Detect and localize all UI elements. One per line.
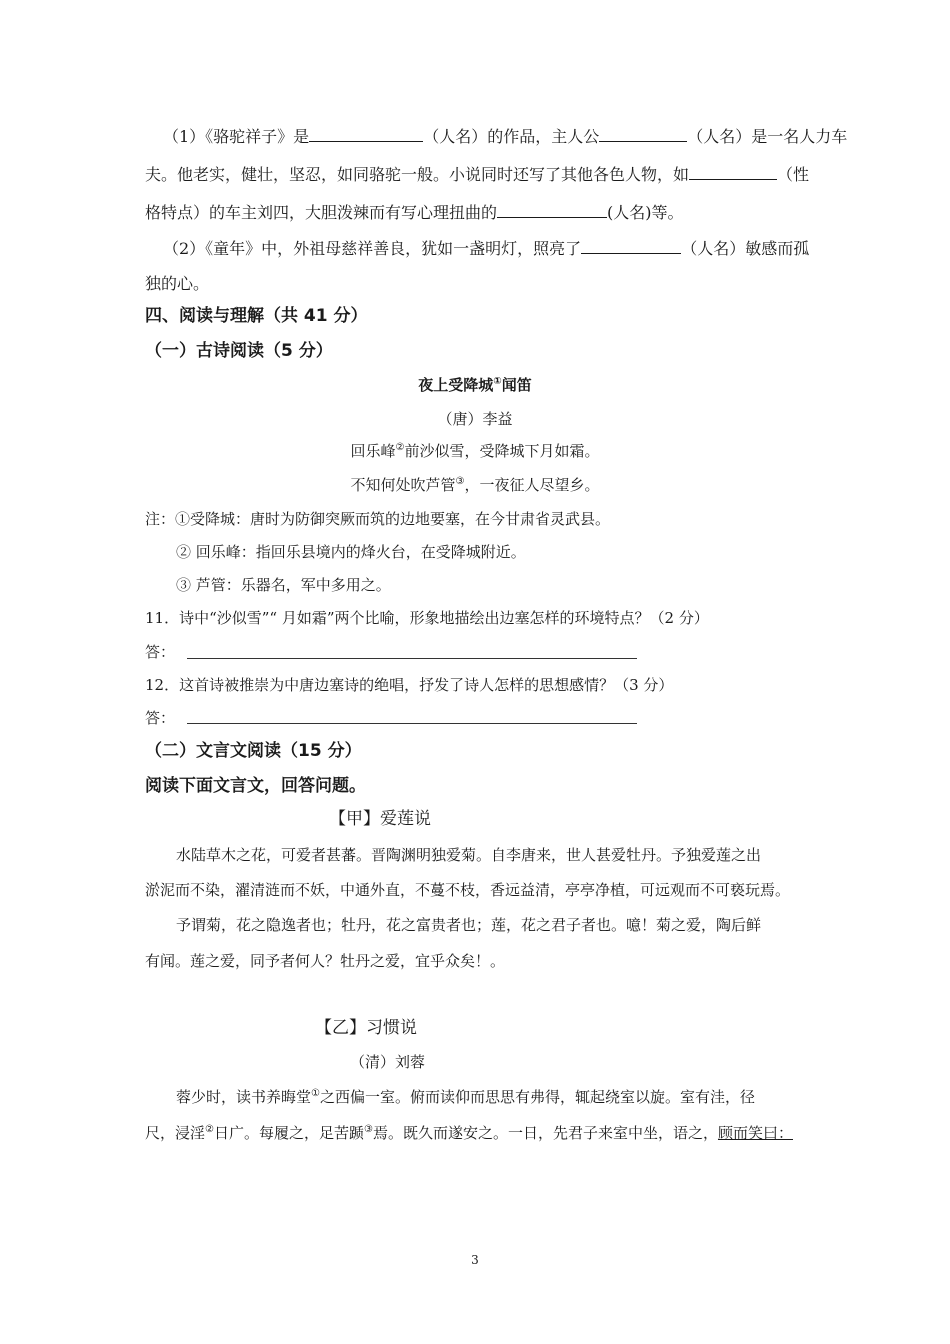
- text-yi-line-1: 蓉少时，读书养晦堂①之西偏一室。俯而读仰而思思有弗得，辄起绕室以旋。室有洼，径: [176, 1088, 755, 1106]
- answer-blank[interactable]: [497, 202, 607, 218]
- poem-author: （唐）李益: [437, 410, 513, 428]
- text-yi-title: 【乙】习惯说: [315, 1018, 417, 1038]
- answer-label-12: 答：: [145, 709, 176, 727]
- q-novel-line-5: 独的心。: [145, 274, 210, 293]
- answer-blank[interactable]: [599, 126, 687, 142]
- question-11: 11．诗中“沙似雪”“ 月如霜”两个比喻，形象地描绘出边塞怎样的环境特点？（2 分）: [145, 609, 709, 627]
- underlined-phrase: 顾而笑曰：: [717, 1124, 793, 1142]
- question-12: 12．这首诗被推崇为中唐边塞诗的绝唱，抒发了诗人怎样的思想感情？（3 分）: [145, 676, 674, 694]
- q-novel-line-4: （2）《童年》中，外祖母慈祥善良，犹如一盏明灯，照亮了 （人名）敏感而孤: [163, 239, 810, 258]
- poem-note-2: ② 回乐峰：指回乐县境内的烽火台，在受降城附近。: [176, 543, 526, 561]
- text-yi-line-2: 尺，浸淫②日广。每履之，足苦踬③焉。既久而遂安之。一日，先君子来室中坐，语之，顾而笑曰：: [145, 1124, 793, 1142]
- subsection-title-classical: （二）文言文阅读（15 分）: [145, 741, 362, 761]
- classical-instruction: 阅读下面文言文，回答问题。: [145, 776, 366, 796]
- text-jia-line-2: 淤泥而不染，濯清涟而不妖，中通外直，不蔓不枝，香远益清，亭亭净植，可远观而不可亵玩焉。: [145, 881, 791, 899]
- text-jia-title: 【甲】爱莲说: [329, 809, 431, 829]
- text-jia-line-4: 有闻。莲之爱，同予者何人？牡丹之爱，宜乎众矣！。: [145, 952, 506, 970]
- q-novel-line-1: （1）《骆驼祥子》是 （人名）的作品，主人公 （人名）是一名人力车: [163, 127, 848, 146]
- subsection-title-poem: （一）古诗阅读（5 分）: [145, 341, 333, 361]
- text-jia-line-3: 予谓菊，花之隐逸者也；牡丹，花之富贵者也；莲，花之君子者也。噫！菊之爱，陶后鲜: [176, 916, 762, 934]
- answer-blank[interactable]: [581, 238, 681, 254]
- poem-line-1: 回乐峰②前沙似雪，受降城下月如霜。: [350, 442, 600, 460]
- answer-line-12[interactable]: [187, 723, 637, 724]
- q-novel-line-2: 夫。他老实，健壮，坚忍，如同骆驼一般。小说同时还写了其他各色人物，如 （性: [145, 165, 810, 184]
- answer-blank[interactable]: [689, 164, 777, 180]
- poem-note-1: 注：①受降城：唐时为防御突厥而筑的边地要塞，在今甘肃省灵武县。: [145, 510, 611, 528]
- answer-blank[interactable]: [309, 126, 423, 142]
- q-novel-line-3: 格特点）的车主刘四，大胆泼辣而有写心理扭曲的 (人名)等。: [145, 203, 684, 222]
- poem-title: 夜上受降城①闻笛: [418, 376, 532, 394]
- text-yi-author: （清）刘蓉: [350, 1053, 426, 1071]
- page-number: 3: [471, 1253, 479, 1267]
- answer-line-11[interactable]: [187, 658, 637, 659]
- text-jia-line-1: 水陆草木之花，可爱者甚蕃。晋陶渊明独爱菊。自李唐来，世人甚爱牡丹。予独爱莲之出: [176, 846, 762, 864]
- answer-label-11: 答：: [145, 643, 176, 661]
- poem-note-3: ③ 芦管：乐器名，军中多用之。: [176, 576, 391, 594]
- poem-line-2: 不知何处吹芦管③，一夜征人尽望乡。: [350, 476, 600, 494]
- section-title: 四、阅读与理解（共 41 分）: [145, 306, 368, 326]
